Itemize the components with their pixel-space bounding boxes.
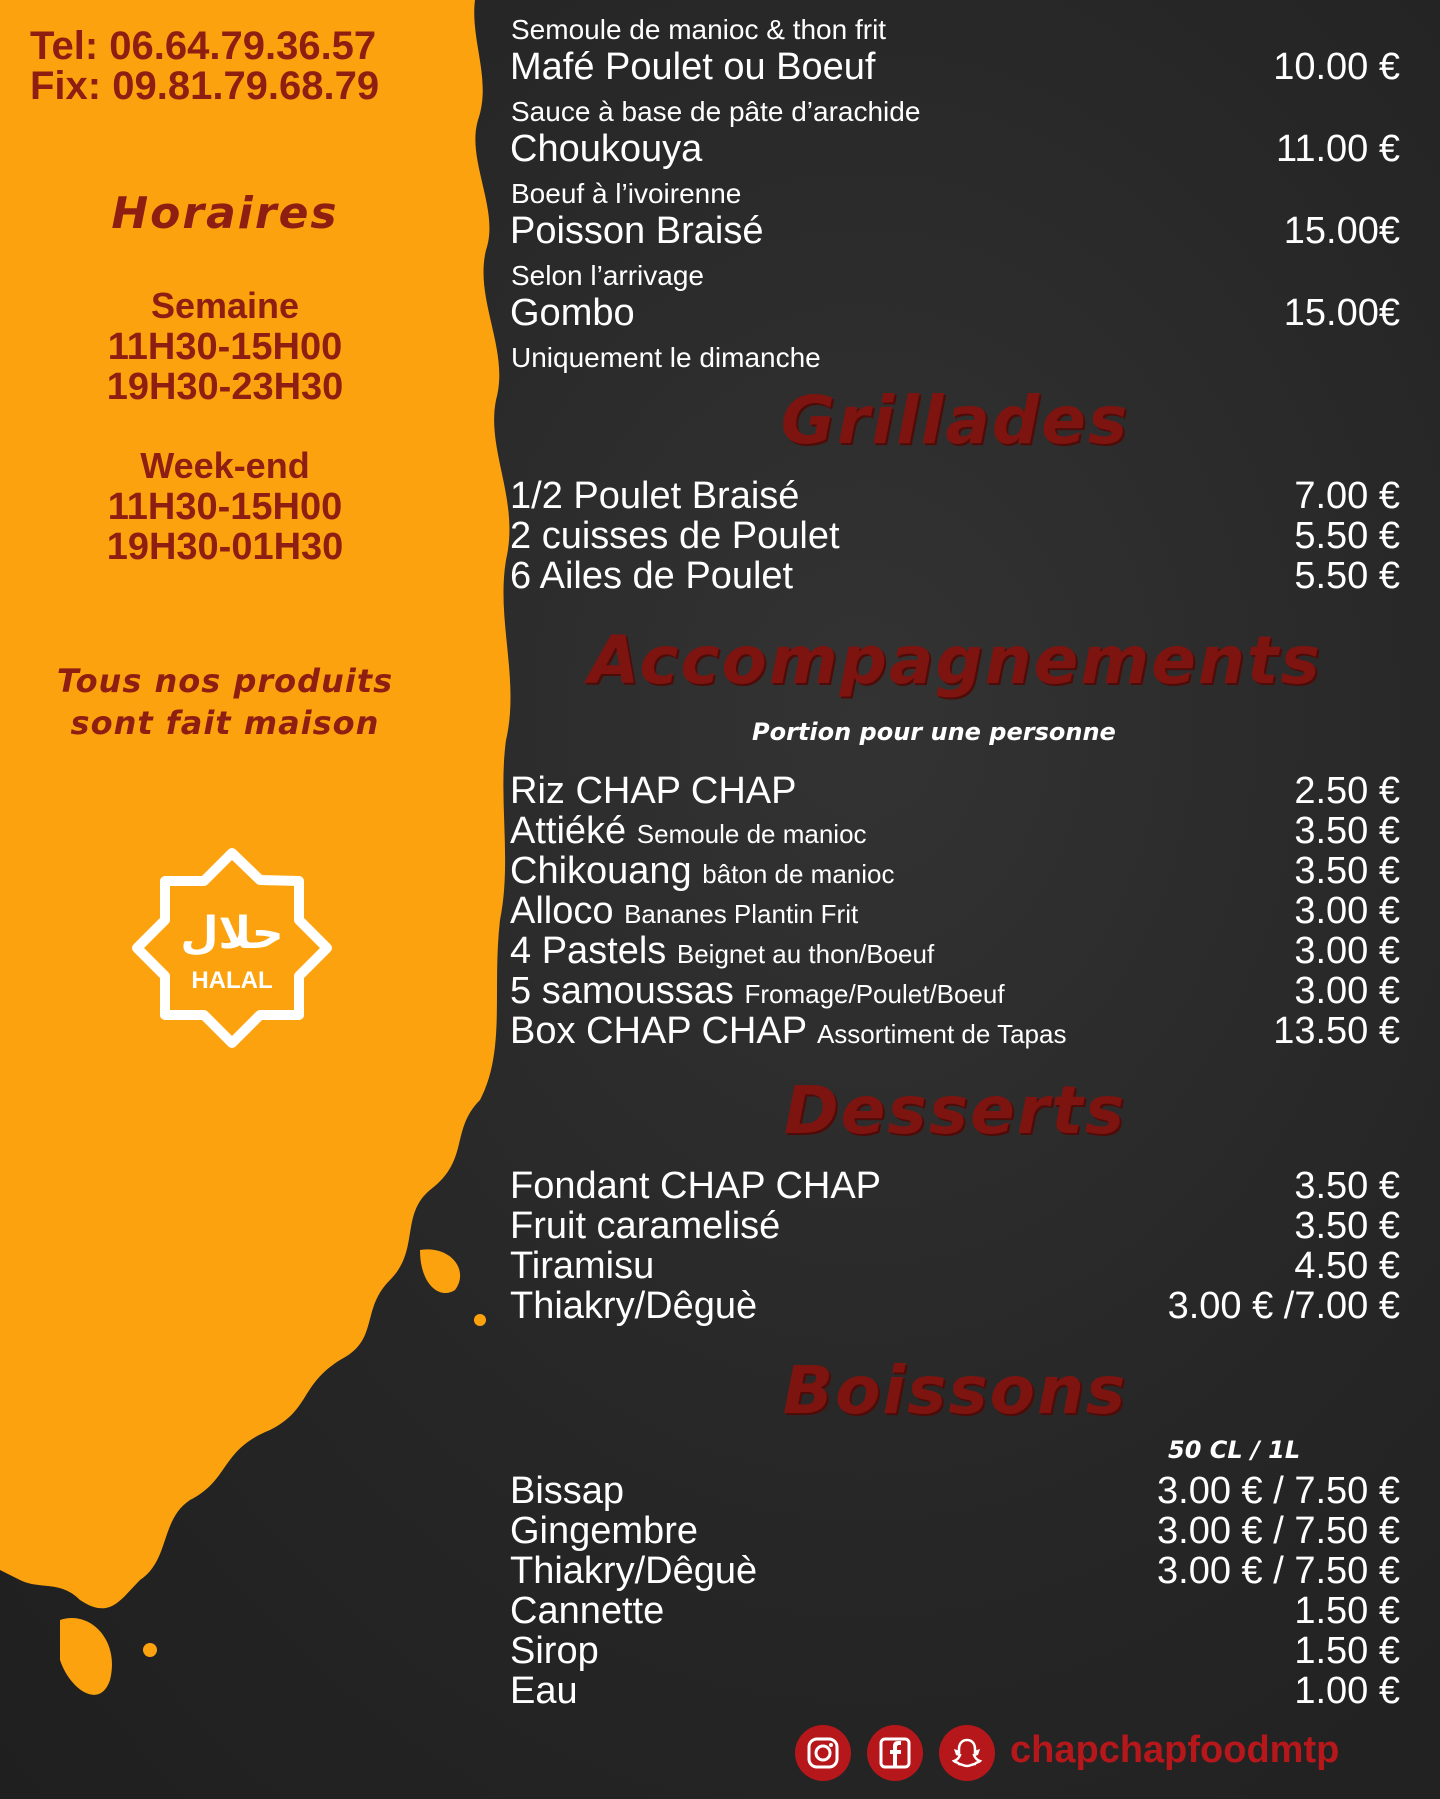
slogan-line-2: sont fait maison xyxy=(70,704,380,742)
item-price: 3.50 € xyxy=(1294,810,1400,852)
section-title-boissons: Boissons xyxy=(782,1352,1128,1429)
plat-desc: Selon l’arrivage xyxy=(511,260,704,291)
item-name: Gombo xyxy=(510,292,635,334)
item-name: Bissap xyxy=(510,1470,625,1512)
item-price: 11.00 € xyxy=(1276,128,1400,170)
item-price: 1.00 € xyxy=(1294,1670,1400,1712)
item-name: Choukouya xyxy=(510,128,703,170)
social-handle[interactable]: chapchapfoodmtp xyxy=(1010,1729,1340,1771)
item-price: 7.00 € xyxy=(1294,475,1400,517)
item-price: 1.50 € xyxy=(1294,1590,1400,1632)
item-name: Poisson Braisé xyxy=(510,210,764,252)
halal-label: HALAL xyxy=(191,967,273,994)
item-price: 4.50 € xyxy=(1294,1245,1400,1287)
item-name: Thiakry/Dêguè xyxy=(510,1285,758,1327)
section-title-grillades: Grillades xyxy=(780,382,1130,459)
item-name: Cannette xyxy=(510,1590,665,1632)
item-price: 3.00 € /7.00 € xyxy=(1167,1285,1400,1327)
instagram-icon[interactable] xyxy=(795,1725,851,1781)
item-name: Box CHAP CHAP Assortiment de Tapas xyxy=(510,1010,1067,1052)
section-note: Portion pour une personne xyxy=(752,718,1116,746)
item-name: Fruit caramelisé xyxy=(510,1205,781,1247)
plat-desc: Boeuf à l’ivoirenne xyxy=(511,178,742,209)
slogan-line-1: Tous nos produits xyxy=(56,662,394,700)
item-price: 3.50 € xyxy=(1294,1205,1400,1247)
item-price: 3.00 € xyxy=(1294,930,1400,972)
item-price: 5.50 € xyxy=(1294,515,1400,557)
section-title-accompagnements: Accompagnements xyxy=(588,622,1322,699)
facebook-icon[interactable] xyxy=(867,1725,923,1781)
item-name: 6 Ailes de Poulet xyxy=(510,555,794,597)
item-price: 2.50 € xyxy=(1294,770,1400,812)
plat-desc: Sauce à base de pâte d’arachide xyxy=(511,96,921,127)
week-label: Semaine xyxy=(150,285,300,326)
weekend-label: Week-end xyxy=(140,445,310,486)
week-hours-1: 11H30-15H00 xyxy=(107,326,343,368)
section-note: 50 CL / 1L xyxy=(1168,1436,1301,1464)
item-price: 3.00 € / 7.50 € xyxy=(1157,1550,1400,1592)
item-price: 13.50 € xyxy=(1273,1010,1400,1052)
item-name: Chikouang bâton de manioc xyxy=(510,850,895,892)
item-price: 15.00€ xyxy=(1283,210,1400,252)
item-name: 4 Pastels Beignet au thon/Boeuf xyxy=(510,930,935,972)
item-name: Riz CHAP CHAP xyxy=(510,770,797,812)
item-name: 2 cuisses de Poulet xyxy=(510,515,840,557)
weekend-hours-2: 19H30-01H30 xyxy=(106,526,344,568)
item-price: 3.00 € xyxy=(1294,890,1400,932)
item-name: 5 samoussas Fromage/Poulet/Boeuf xyxy=(510,970,1005,1012)
item-name: 1/2 Poulet Braisé xyxy=(510,475,800,517)
item-name: Attiéké Semoule de manioc xyxy=(510,810,867,852)
plat-desc: Uniquement le dimanche xyxy=(511,342,821,373)
item-name: Mafé Poulet ou Boeuf xyxy=(510,46,876,88)
halal-badge-icon xyxy=(132,848,332,1048)
item-name: Sirop xyxy=(510,1630,599,1672)
item-price: 3.00 € / 7.50 € xyxy=(1157,1510,1400,1552)
item-name: Tiramisu xyxy=(510,1245,655,1287)
item-name: Gingembre xyxy=(510,1510,698,1552)
item-price: 15.00€ xyxy=(1283,292,1400,334)
item-price: 1.50 € xyxy=(1294,1630,1400,1672)
phone-fix: Fix: 09.81.79.68.79 xyxy=(30,64,380,108)
phone-tel: Tel: 06.64.79.36.57 xyxy=(30,24,377,68)
hours-title: Horaires xyxy=(111,188,339,239)
item-price: 3.00 € xyxy=(1294,970,1400,1012)
item-name: Fondant CHAP CHAP xyxy=(510,1165,882,1207)
plat-desc: Semoule de manioc & thon frit xyxy=(511,14,887,45)
section-title-desserts: Desserts xyxy=(783,1072,1127,1149)
item-name: Alloco Bananes Plantin Frit xyxy=(510,890,859,932)
item-price: 5.50 € xyxy=(1294,555,1400,597)
item-price: 3.00 € / 7.50 € xyxy=(1157,1470,1400,1512)
item-name: Thiakry/Dêguè xyxy=(510,1550,758,1592)
week-hours-2: 19H30-23H30 xyxy=(106,366,344,408)
item-name: Eau xyxy=(510,1670,578,1712)
snapchat-icon[interactable] xyxy=(939,1725,995,1781)
weekend-hours-1: 11H30-15H00 xyxy=(107,486,343,528)
item-price: 3.50 € xyxy=(1294,850,1400,892)
item-price: 3.50 € xyxy=(1294,1165,1400,1207)
halal-arabic: حلال xyxy=(180,908,284,959)
item-price: 10.00 € xyxy=(1273,46,1400,88)
